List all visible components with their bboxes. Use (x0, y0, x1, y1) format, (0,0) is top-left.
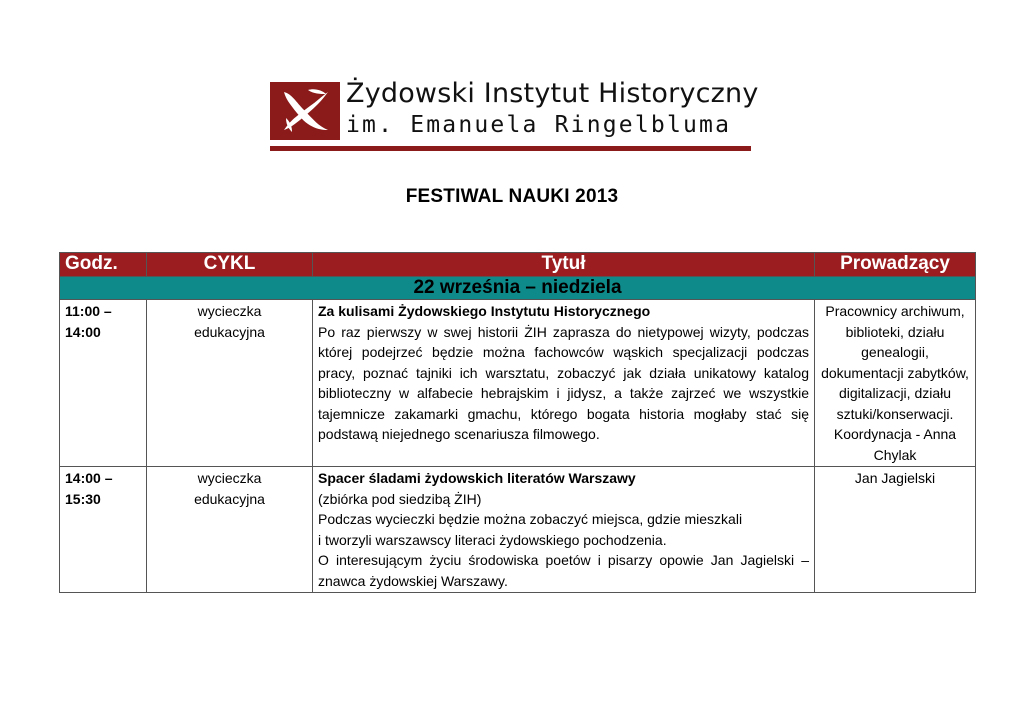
event-host: Pracownicy archiwum, biblioteki, działu genealogii, dokumentacji zabytków, digitalizacji, działu sztuki/konserwacji. Koordynacja - Anna Chylak (815, 300, 976, 467)
time-start: 11:00 – (65, 303, 112, 319)
event-title: Za kulisami Żydowskiego Instytutu Historycznego (318, 303, 651, 319)
event-cycle (147, 300, 313, 467)
event-description-line: i tworzyli warszawscy literaci żydowskiego pochodzenia. (318, 531, 667, 548)
event-title: Spacer śladami żydowskich literatów Warszawy (318, 470, 636, 486)
column-header-title: Tytuł (313, 253, 815, 277)
column-header-time: Godz. (60, 253, 147, 277)
header-divider (270, 146, 751, 151)
institute-name: Żydowski Instytut Historyczny (346, 78, 759, 109)
table-header-row (60, 253, 976, 277)
event-host: Jan Jagielski (815, 467, 976, 593)
table-row (60, 467, 976, 593)
column-header-cycle: CYKL (147, 253, 313, 277)
cycle-line: edukacyjna (194, 323, 265, 340)
logo-emblem-icon (270, 82, 340, 140)
event-description: Po raz pierwszy w swej historii ŻIH zaprasza do nietypowej wizyty, podczas której podejrzeć będzie można fachowców wąskich specjalizacji podczas pracy, poznać tajniki ich warsztatu, zobaczyć jak działa unikatowy katalog biblioteczny w alfabecie hebrajskim i jidysz, a także zajrzeć we wszystkie tajemnicze zakamarki gmachu, którego bogata historia mogłaby stać się podstawą niejednego scenariusza filmowego. (318, 323, 809, 442)
date-row (60, 276, 976, 300)
cycle-line: edukacyjna (194, 490, 265, 507)
event-description: O interesującym życiu środowiska poetów i pisarzy opowie Jan Jagielski – znawca żydowskiej Warszawy. (318, 552, 809, 589)
event-time (60, 467, 147, 593)
cycle-line: wycieczka (197, 470, 262, 486)
event-description-line: Podczas wycieczki będzie można zobaczyć miejsca, gdzie mieszkali (318, 511, 743, 527)
institute-header (270, 78, 759, 154)
institute-logo (270, 82, 340, 140)
time-end: 14:00 (65, 323, 101, 340)
event-time (60, 300, 147, 467)
program-table (59, 252, 976, 593)
event-cycle (147, 467, 313, 593)
document-title: FESTIWAL NAUKI 2013 (405, 186, 619, 207)
institute-patron: im. Emanuela Ringelbluma (346, 112, 732, 138)
table-row (60, 300, 976, 467)
column-header-host: Prowadzący (815, 253, 976, 277)
event-date: 22 września – niedziela (60, 276, 976, 300)
time-start: 14:00 – (65, 470, 113, 486)
cycle-line: wycieczka (197, 303, 262, 319)
event-meeting-point: (zbiórka pod siedzibą ŻIH) (318, 490, 482, 507)
event-details (313, 467, 815, 593)
event-details (313, 300, 815, 467)
time-end: 15:30 (65, 490, 101, 507)
